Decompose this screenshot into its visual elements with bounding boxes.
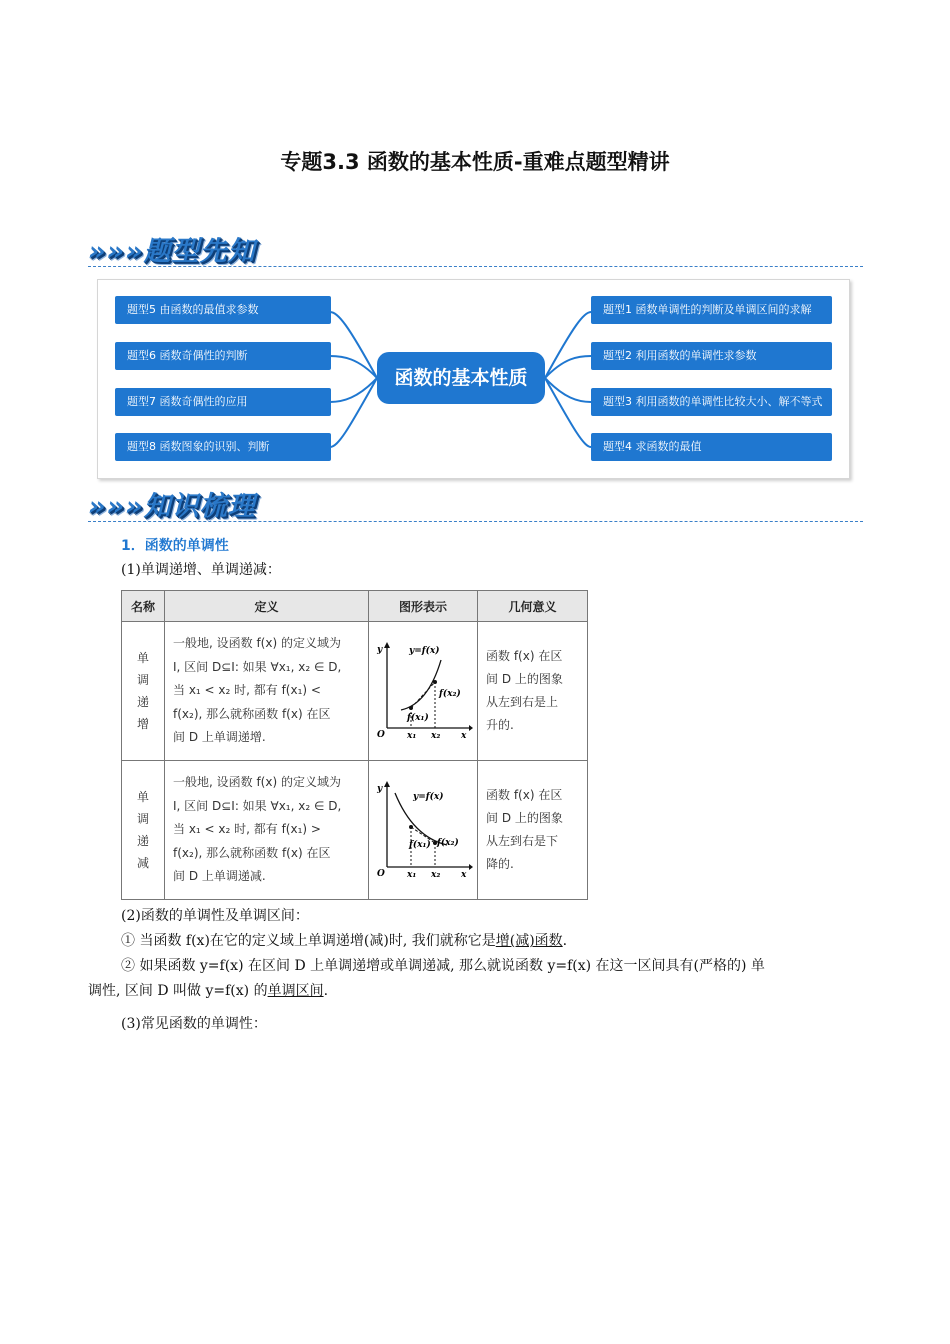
graph-x2-label: x₂ (431, 730, 441, 740)
definition-line: 间 D 上单调递增. (173, 730, 266, 745)
paragraph-4-line2 (88, 981, 328, 1001)
name-char: 递 (136, 834, 149, 848)
header-graph: 图形表示 (369, 591, 478, 622)
graph-origin-label: O (377, 729, 385, 740)
table-header-row (122, 591, 588, 622)
graph-y-label: y (377, 783, 383, 794)
meaning-line: 降的. (486, 857, 514, 871)
name-char: 单 (136, 651, 149, 665)
dashed-divider (88, 266, 863, 267)
mindmap-topic-8: 题型8 函数图象的识别、判断 (115, 433, 331, 461)
definition-line: 当 x₁ < x₂ 时, 都有 f(x₁) > (173, 822, 321, 837)
mindmap-topic-6: 题型6 函数奇偶性的判断 (115, 342, 331, 370)
definition-line: 当 x₁ < x₂ 时, 都有 f(x₁) < (173, 683, 321, 698)
paragraph-5: (3)常见函数的单调性： (121, 1016, 267, 1032)
definition-line: 一般地, 设函数 f(x) 的定义域为 (173, 775, 341, 790)
mind-map (97, 279, 850, 479)
table-row-increasing (122, 622, 588, 761)
paragraph-3 (121, 931, 567, 951)
meaning-line: 从左到右是下 (486, 834, 559, 848)
meaning-line: 升的. (486, 718, 514, 732)
mindmap-topic-1: 题型1 函数单调性的判断及单调区间的求解 (591, 296, 832, 324)
name-char: 调 (136, 673, 149, 687)
graph-point1-label: f(x₁) (407, 712, 429, 723)
p3-end: . (562, 933, 568, 949)
definition-line: I, 区间 D⊆I: 如果 ∀x₁, x₂ ∈ D, (173, 659, 342, 674)
p4-term: 单调区间 (267, 983, 324, 999)
name-char: 单 (136, 790, 149, 804)
graph-point2-label: f(x₂) (437, 837, 459, 848)
cell-graph (369, 622, 478, 761)
mindmap-center: 函数的基本性质 (377, 352, 545, 404)
header-meaning: 几何意义 (478, 591, 588, 622)
table-row-decreasing (122, 761, 588, 900)
meaning-line: 间 D 上的图象 (486, 811, 563, 825)
paragraph-1: (1)单调递增、单调递减： (121, 562, 281, 578)
graph-x1-label: x₁ (407, 869, 417, 879)
mindmap-topic-7: 题型7 函数奇偶性的应用 (115, 388, 331, 416)
definition-line: 间 D 上单调递减. (173, 869, 266, 884)
graph-point2-label: f(x₂) (439, 688, 461, 699)
meaning-line: 从左到右是上 (486, 695, 559, 709)
decreasing-graph (373, 779, 473, 879)
meaning-line: 间 D 上的图象 (486, 672, 563, 686)
section-header-preview (88, 229, 863, 269)
mindmap-topic-4: 题型4 求函数的最值 (591, 433, 832, 461)
cell-name (122, 761, 165, 900)
definition-line: f(x₂), 那么就称函数 f(x) 在区 (173, 706, 331, 721)
graph-x2-label: x₂ (431, 869, 441, 879)
cell-meaning (478, 761, 588, 900)
page-title: 专题3.3 函数的基本性质-重难点题型精讲 (280, 150, 670, 174)
graph-point1-label: f(x₁) (409, 839, 431, 850)
increasing-graph (373, 640, 473, 740)
definition-line: I, 区间 D⊆I: 如果 ∀x₁, x₂ ∈ D, (173, 798, 342, 813)
graph-x-label: x (461, 730, 467, 740)
section-banner: »»»知识梳理 (88, 491, 256, 522)
cell-name (122, 622, 165, 761)
cell-definition (165, 761, 369, 900)
graph-origin-label: O (377, 868, 385, 879)
name-char: 调 (136, 812, 149, 826)
paragraph-4-line1: ② 如果函数 y=f(x) 在区间 D 上单调递增或单调递减, 那么就说函数 y=f(x) 在这一区间具有(严格的) 单 (121, 958, 765, 974)
graph-func-label: y=f(x) (413, 791, 444, 802)
graph-x-label: x (461, 869, 467, 879)
mindmap-topic-2: 题型2 利用函数的单调性求参数 (591, 342, 832, 370)
cell-definition (165, 622, 369, 761)
name-char: 增 (136, 717, 149, 731)
graph-x1-label: x₁ (407, 730, 417, 740)
paragraph-2: (2)函数的单调性及单调区间： (121, 908, 309, 924)
section-header-knowledge (88, 484, 863, 524)
mindmap-topic-5: 题型5 由函数的最值求参数 (115, 296, 331, 324)
meaning-line: 函数 f(x) 在区 (486, 649, 563, 663)
header-definition: 定义 (165, 591, 369, 622)
name-char: 减 (136, 856, 149, 870)
mindmap-topic-3: 题型3 利用函数的单调性比较大小、解不等式 (591, 388, 832, 416)
heading-monotonicity: 1．函数的单调性 (121, 538, 229, 554)
name-char: 递 (136, 695, 149, 709)
definition-line: 一般地, 设函数 f(x) 的定义域为 (173, 636, 341, 651)
graph-y-label: y (377, 644, 383, 655)
p4-end: . (323, 983, 329, 999)
graph-func-label: y=f(x) (409, 645, 440, 656)
definition-line: f(x₂), 那么就称函数 f(x) 在区 (173, 845, 331, 860)
section-banner: »»»题型先知 (88, 236, 256, 267)
cell-meaning (478, 622, 588, 761)
p3-term: 增(减)函数 (495, 933, 563, 949)
p3-text: ① 当函数 f(x)在它的定义域上单调递增(减)时, 我们就称它是 (121, 933, 496, 949)
header-name: 名称 (122, 591, 165, 622)
cell-graph (369, 761, 478, 900)
dashed-divider (88, 521, 863, 522)
p4-text: 调性, 区间 D 叫做 y=f(x) 的 (88, 983, 268, 999)
meaning-line: 函数 f(x) 在区 (486, 788, 563, 802)
monotonicity-table (121, 590, 588, 900)
